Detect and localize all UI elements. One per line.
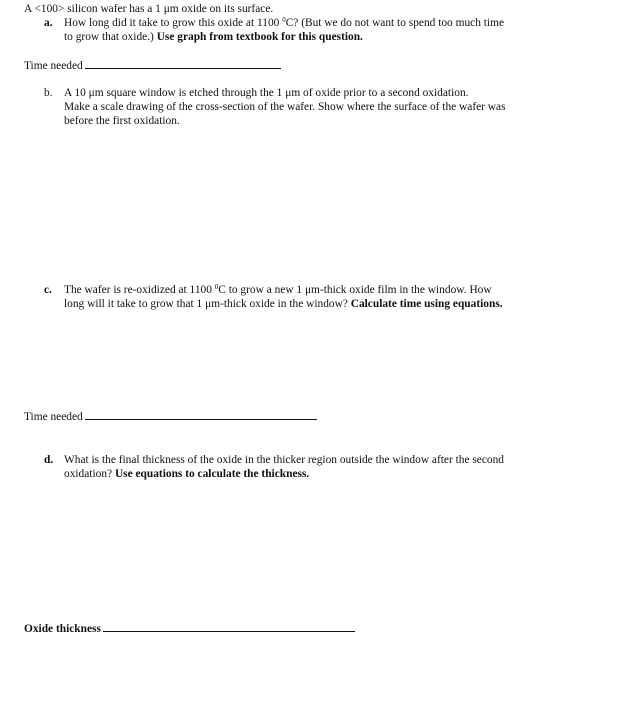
part-c-line-1 [64, 283, 492, 297]
part-d-line-2 [64, 467, 309, 481]
answer-a-blank[interactable] [85, 58, 281, 69]
part-c-text: long will it take to grow that 1 μm-thick oxide in the window? [64, 298, 351, 310]
part-b-marker: b. [44, 87, 53, 99]
part-a-text: to grow that oxide.) [64, 31, 157, 43]
part-c-marker: c. [44, 284, 52, 296]
part-b-line-2: Make a scale drawing of the cross-section of the wafer. Show where the surface of the wafer was [64, 101, 506, 113]
part-c-line-2 [64, 297, 503, 311]
part-a-text: How long did it take to grow this oxide at 1100 [64, 17, 283, 29]
part-b-line-3: before the first oxidation. [64, 115, 180, 127]
part-c-instruction: Calculate time using equations. [350, 298, 503, 310]
part-a-line-1 [64, 16, 504, 30]
part-d-text: oxidation? [64, 468, 115, 480]
part-a-marker: a. [44, 17, 53, 29]
part-c-text: C to grow a new 1 μm-thick oxide film in the window. How [218, 284, 492, 296]
answer-d-blank[interactable] [103, 621, 355, 632]
answer-d-row [24, 621, 355, 636]
part-d-line-1: What is the final thickness of the oxide in the thicker region outside the window after the second [64, 454, 504, 466]
part-a-line-2 [64, 30, 363, 44]
answer-a-label: Time needed [24, 60, 83, 72]
part-d-marker: d. [44, 454, 54, 466]
part-d-instruction: Use equations to calculate the thickness. [114, 468, 310, 480]
answer-c-blank[interactable] [85, 409, 317, 420]
part-a-text: C? (But we do not want to spend too much time [285, 17, 504, 29]
answer-c-label: Time needed [24, 411, 83, 423]
problem-intro: A <100> silicon wafer has a 1 μm oxide on its surface. [24, 3, 274, 15]
part-b-line-1: A 10 μm square window is etched through the 1 μm of oxide prior to a second oxidation. [64, 87, 469, 99]
degree-superscript: 0 [214, 283, 219, 291]
degree-superscript: 0 [282, 16, 286, 24]
part-a-instruction: Use graph from textbook for this question. [156, 31, 363, 43]
answer-c-row [24, 409, 317, 424]
part-c-text: The wafer is re-oxidized at 1100 [64, 284, 215, 296]
answer-a-row [24, 58, 281, 73]
answer-d-label: Oxide thickness [24, 623, 101, 635]
